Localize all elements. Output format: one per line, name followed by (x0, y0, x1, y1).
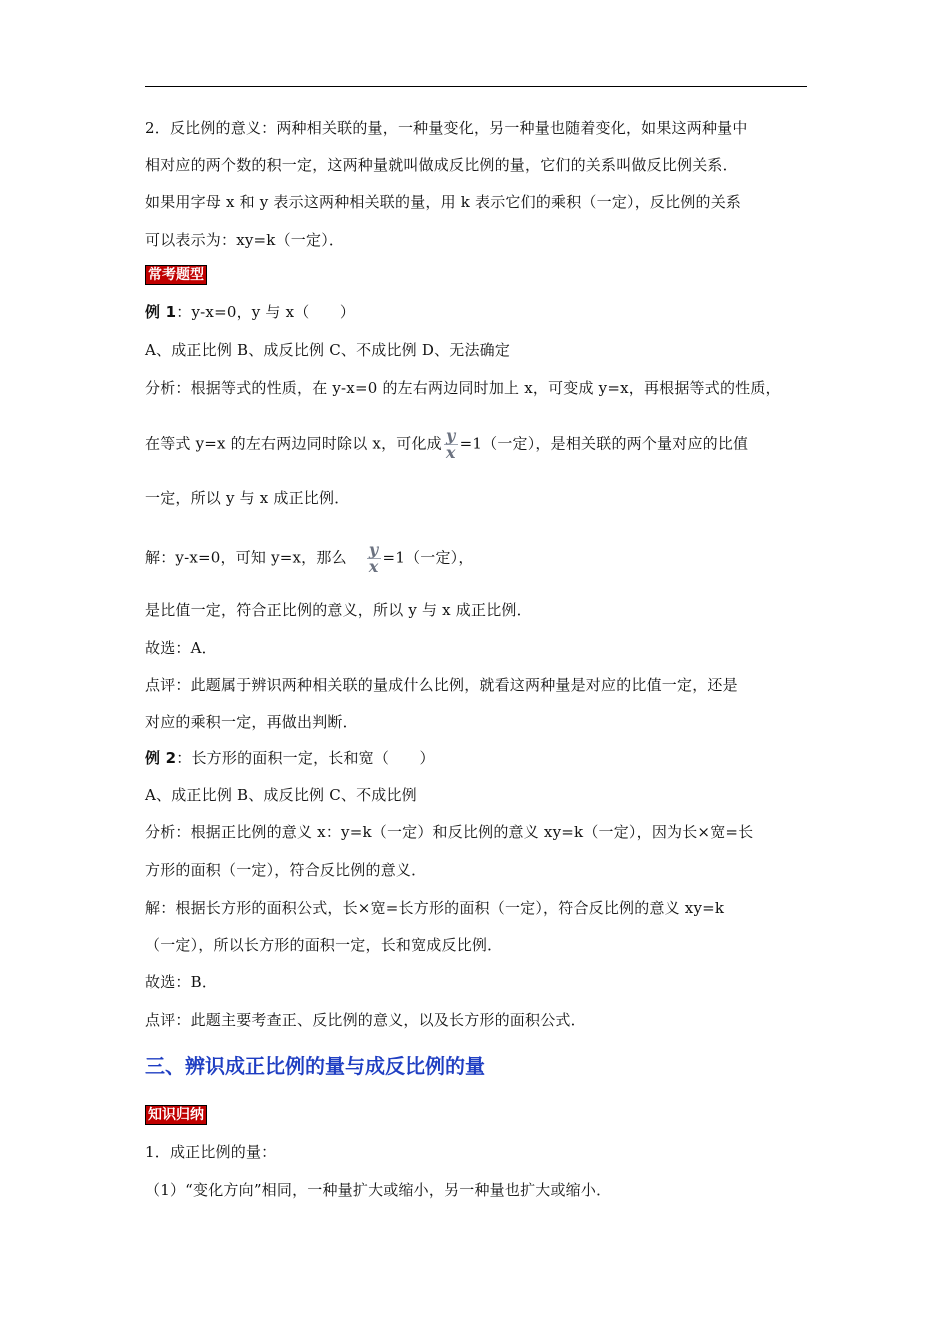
example-1-label: 例 1 (145, 303, 177, 321)
example-2-question-text: ：长方形的面积一定，长和宽（ ） (176, 749, 435, 767)
example-1-choice: 故选：A． (145, 639, 217, 657)
example-2-question (145, 748, 435, 768)
example-2-options: A、成正比例 B、成反比例 C、不成比例 (145, 786, 417, 804)
example-1-comment-2: 对应的乘积一定，再做出判断． (145, 713, 358, 731)
section-3-heading: 三、辨识成正比例的量与成反比例的量 (145, 1054, 485, 1078)
fraction-y-over-x (444, 428, 458, 461)
example-1-question (145, 302, 355, 322)
example-2-solution-1: 解：根据长方形的面积公式，长×宽=长方形的面积（一定），符合反比例的意义 xy=k (145, 899, 725, 917)
fraction-denominator: x (445, 443, 456, 462)
analysis-2-post: =1（一定），是相关联的两个量对应的比值 (459, 434, 749, 453)
intro-line-4: 可以表示为：xy=k（一定）． (145, 231, 345, 249)
example-2-choice: 故选：B． (145, 973, 218, 991)
header-rule (145, 86, 807, 87)
fraction-denominator: x (368, 557, 379, 576)
example-1-analysis-2 (145, 428, 748, 461)
solution-post: =1（一定）， (382, 548, 474, 567)
example-2-analysis-2: 方形的面积（一定），符合反比例的意义． (145, 861, 427, 879)
example-1-question-text: ：y-x=0，y 与 x（ ） (176, 303, 356, 321)
tag-common-questions: 常考题型 (145, 265, 207, 285)
tag-knowledge-summary: 知识归纳 (145, 1105, 207, 1125)
example-2-comment: 点评：此题主要考查正、反比例的意义，以及长方形的面积公式． (145, 1011, 586, 1029)
section-3-line-2: （1）“变化方向”相同，一种量扩大或缩小，另一种量也扩大或缩小． (145, 1181, 612, 1199)
intro-line-2: 相对应的两个数的积一定，这两种量就叫做成反比例的量，它们的关系叫做反比例关系． (145, 156, 738, 174)
intro-line-3: 如果用字母 x 和 y 表示这两种相关联的量，用 k 表示它们的乘积（一定），反比例的关系 (145, 193, 742, 211)
analysis-2-pre: 在等式 y=x 的左右两边同时除以 x，可化成 (145, 434, 442, 453)
fraction-numerator: y (367, 542, 381, 559)
intro-line-1: 2．反比例的意义：两种相关联的量，一种量变化，另一种量也随着变化，如果这两种量中 (145, 119, 748, 137)
example-2-label: 例 2 (145, 749, 177, 767)
example-1-solution (145, 542, 474, 575)
example-1-solution-2: 是比值一定，符合正比例的意义，所以 y 与 x 成正比例． (145, 601, 532, 619)
section-3-line-1: 1．成正比例的量： (145, 1143, 277, 1161)
example-1-analysis-1: 分析：根据等式的性质，在 y-x=0 的左右两边同时加上 x，可变成 y=x，再根据等式的性质， (145, 379, 781, 397)
fraction-numerator: y (444, 428, 458, 445)
example-1-comment-1: 点评：此题属于辨识两种相关联的量成什么比例，就看这两种量是对应的比值一定，还是 (145, 676, 738, 694)
fraction-y-over-x-2 (367, 542, 381, 575)
example-1-options: A、成正比例 B、成反比例 C、不成比例 D、无法确定 (145, 341, 511, 359)
example-2-solution-2: （一定），所以长方形的面积一定，长和宽成反比例． (145, 936, 503, 954)
example-1-analysis-3: 一定，所以 y 与 x 成正比例． (145, 489, 350, 507)
solution-pre: 解：y-x=0，可知 y=x，那么 (145, 548, 347, 567)
example-2-analysis-1: 分析：根据正比例的意义 x：y=k（一定）和反比例的意义 xy=k（一定），因为长×宽=长 (145, 823, 754, 841)
